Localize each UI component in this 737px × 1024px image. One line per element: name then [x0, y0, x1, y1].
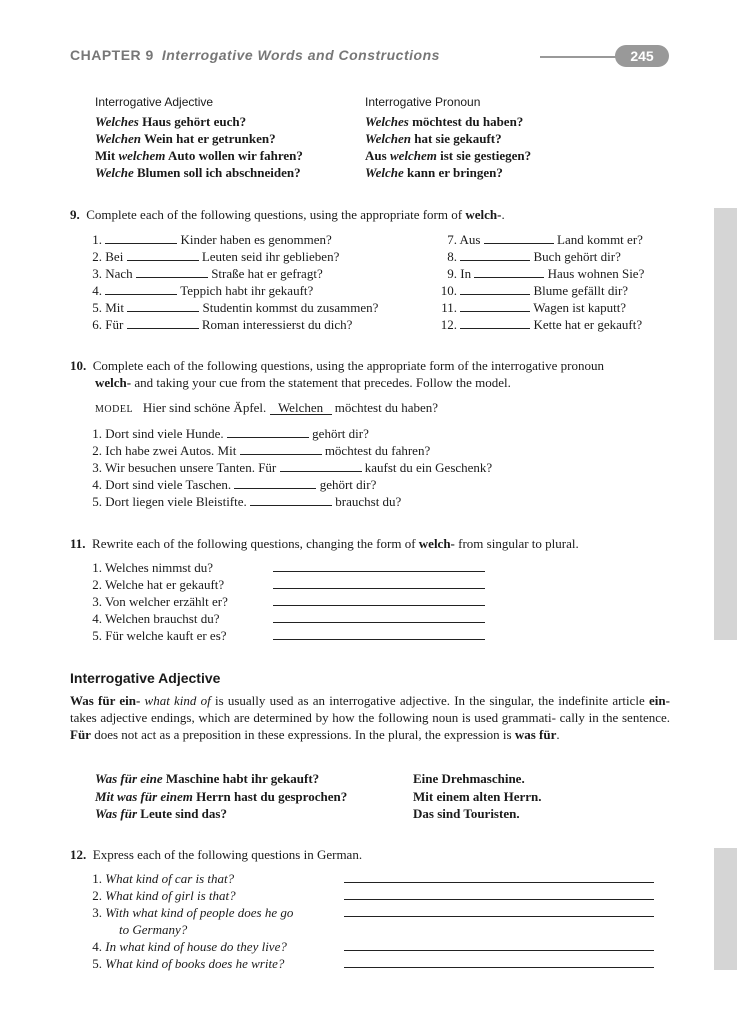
ex9-item: 3. Nach Straße hat er gefragt? [92, 266, 323, 281]
ex9-item: 7. Aus Land kommt er? [447, 232, 643, 247]
running-header [70, 47, 440, 63]
answer-line[interactable] [344, 916, 654, 917]
answer-blank[interactable] [460, 300, 530, 312]
answer-line[interactable] [273, 588, 485, 589]
answer-blank[interactable] [280, 460, 362, 472]
side-thumb-tab [714, 848, 737, 970]
answer-blank[interactable] [460, 283, 530, 295]
col-head-pronoun: Interrogative Pronoun [365, 95, 481, 109]
ex11-item: 2. Welche hat er gekauft? [92, 577, 225, 592]
adj-example: Welche Blumen soll ich abschneiden? [95, 165, 301, 180]
answer-blank[interactable] [227, 426, 309, 438]
answer-line[interactable] [344, 899, 654, 900]
pron-example: Welchen hat sie gekauft? [365, 131, 502, 146]
ex9-item: 5. Mit Studentin kommst du zusammen? [92, 300, 379, 315]
ex9-item: 12. Kette hat er gekauft? [440, 317, 643, 332]
answer-line[interactable] [273, 622, 485, 623]
ex9-item: 11. Wagen ist kaputt? [441, 300, 627, 315]
was-fuer-answer: Das sind Touristen. [413, 806, 520, 821]
answer-blank[interactable] [460, 249, 530, 261]
answer-line[interactable] [344, 882, 654, 883]
col-head-adjective: Interrogative Adjective [95, 95, 214, 109]
answer-blank[interactable] [136, 266, 208, 278]
was-fuer-example: Was für Leute sind das? [95, 806, 227, 821]
answer-blank[interactable] [484, 232, 554, 244]
ex9-item: 6. Für Roman interessierst du dich? [92, 317, 353, 332]
answer-line[interactable] [273, 571, 485, 572]
ex11-item: 4. Welchen brauchst du? [92, 611, 220, 626]
ex9-item: 10. Blume gefällt dir? [440, 283, 629, 298]
ex11-item: 3. Von welcher erzählt er? [92, 594, 228, 609]
side-thumb-tab [714, 208, 737, 640]
answer-blank[interactable] [105, 283, 177, 295]
answer-line[interactable] [344, 950, 654, 951]
model-example: MODEL Hier sind schöne Äpfel. Welchen möchtest du haben? [95, 400, 439, 415]
exercise-10-prompt: 10. Complete each of the following questions, using the appropriate form of the interrogative pronoun [70, 358, 604, 373]
exercise-10-prompt-cont: welch- and taking your cue from the statement that precedes. Follow the model. [95, 375, 511, 390]
answer-blank[interactable] [127, 249, 199, 261]
ex11-item: 5. Für welche kauft er es? [92, 628, 227, 643]
ex12-item: 5. What kind of books does he write? [92, 956, 285, 971]
ex10-item: 4. Dort sind viele Taschen. gehört dir? [92, 477, 377, 492]
was-fuer-example: Was für eine Maschine habt ihr gekauft? [95, 771, 320, 786]
adj-example: Welchen Wein hat er getrunken? [95, 131, 276, 146]
ex9-item: 9. In Haus wohnen Sie? [447, 266, 645, 281]
section-paragraph: Was für ein- what kind of is usually used as an interrogative adjective. In the singular, the indefinite article ein- takes adjective endings, which are determined by how the following noun is used grammati- cally in the sentence. Für does not act as a preposition in these expressions. In the plural, the expression is was für. [70, 693, 671, 742]
answer-line[interactable] [344, 967, 654, 968]
ex12-item: 1. What kind of car is that? [92, 871, 235, 886]
ex9-item: 1. Kinder haben es genommen? [92, 232, 332, 247]
ex9-item: 4. Teppich habt ihr gekauft? [92, 283, 314, 298]
adj-example: Mit welchem Auto wollen wir fahren? [95, 148, 303, 163]
ex9-item: 2. Bei Leuten seid ihr geblieben? [92, 249, 340, 264]
ex12-item: 2. What kind of girl is that? [92, 888, 236, 903]
page-number: 245 [615, 45, 669, 67]
ex12-item: 4. In what kind of house do they live? [92, 939, 287, 954]
ex9-item: 8. Buch gehört dir? [447, 249, 621, 264]
ex11-item: 1. Welches nimmst du? [92, 560, 214, 575]
was-fuer-example: Mit was für einem Herrn hast du gesprochen? [95, 789, 348, 804]
chapter-title: Interrogative Words and Constructions [161, 47, 440, 63]
ex10-item: 2. Ich habe zwei Autos. Mit möchtest du fahren? [92, 443, 431, 458]
exercise-11-prompt: 11. Rewrite each of the following questions, changing the form of welch- from singular to plural. [70, 536, 579, 551]
was-fuer-answer: Mit einem alten Herrn. [413, 789, 542, 804]
pron-example: Aus welchem ist sie gestiegen? [365, 148, 532, 163]
answer-blank[interactable] [460, 317, 530, 329]
exercise-9-prompt: 9. Complete each of the following questions, using the appropriate form of welch-. [70, 207, 505, 222]
section-heading: Interrogative Adjective [70, 670, 221, 686]
ex12-item: 3. With what kind of people does he go [92, 905, 294, 920]
model-label: MODEL [95, 404, 134, 415]
adj-example: Welches Haus gehört euch? [95, 114, 247, 129]
chapter-label: CHAPTER 9 [70, 47, 154, 63]
answer-blank[interactable] [474, 266, 544, 278]
answer-blank[interactable] [127, 300, 199, 312]
pron-example: Welche kann er bringen? [365, 165, 503, 180]
model-answer: Welchen [270, 401, 332, 415]
answer-line[interactable] [273, 605, 485, 606]
answer-blank[interactable] [105, 232, 177, 244]
exercise-12-prompt: 12. Express each of the following questions in German. [70, 847, 363, 862]
answer-blank[interactable] [234, 477, 316, 489]
answer-blank[interactable] [240, 443, 322, 455]
ex10-item: 5. Dort liegen viele Bleistifte. brauchst du? [92, 494, 402, 509]
ex12-item-cont: to Germany? [119, 922, 188, 937]
answer-blank[interactable] [250, 494, 332, 506]
ex10-item: 1. Dort sind viele Hunde. gehört dir? [92, 426, 369, 441]
was-fuer-answer: Eine Drehmaschine. [413, 771, 525, 786]
answer-blank[interactable] [127, 317, 199, 329]
pron-example: Welches möchtest du haben? [365, 114, 524, 129]
ex10-item: 3. Wir besuchen unsere Tanten. Für kaufst du ein Geschenk? [92, 460, 493, 475]
answer-line[interactable] [273, 639, 485, 640]
